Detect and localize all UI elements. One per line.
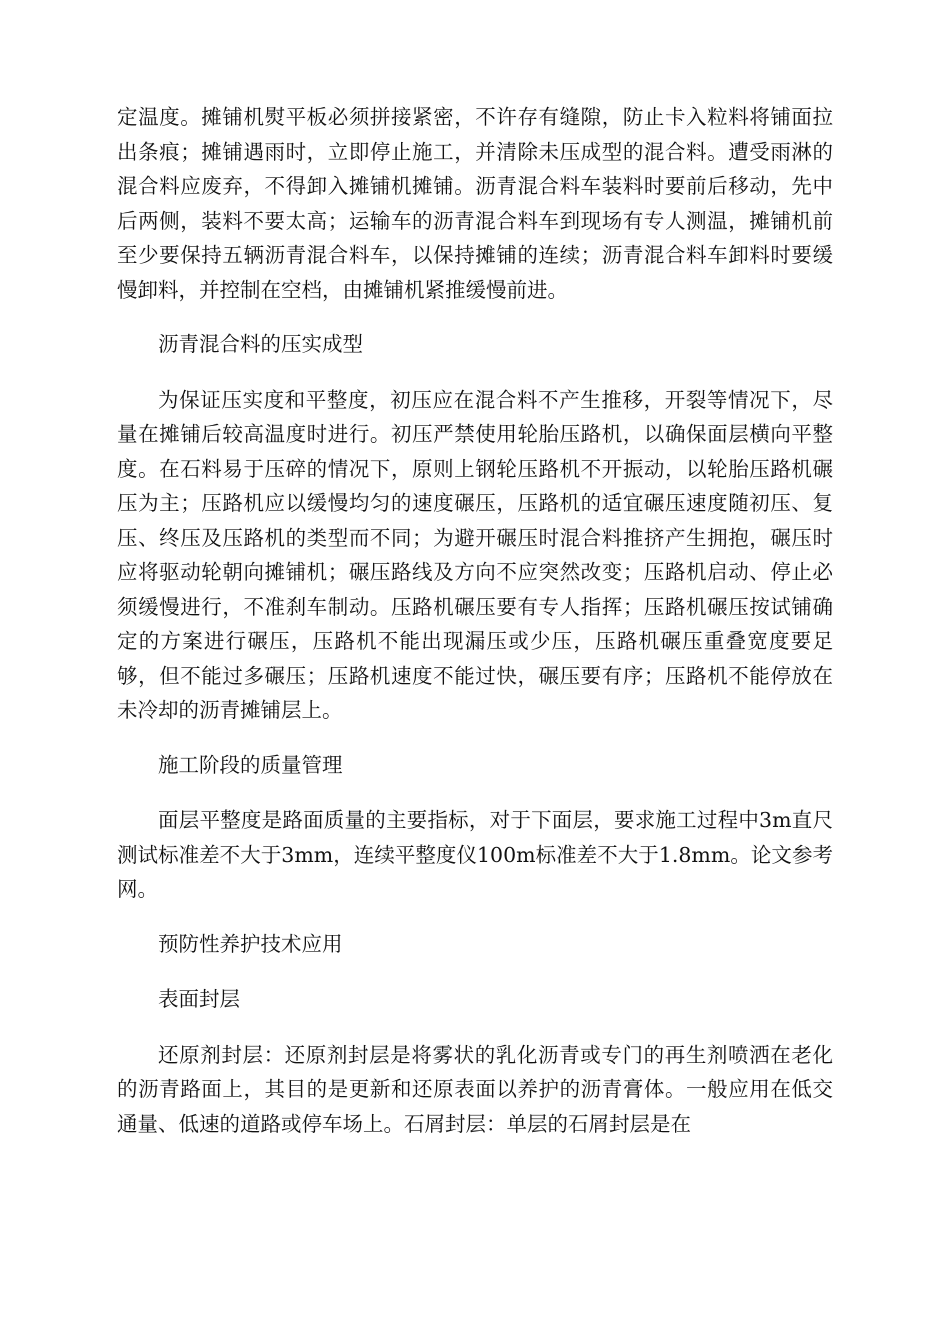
paragraph-paving-continuation: 定温度。摊铺机熨平板必须拼接紧密，不许存有缝隙，防止卡入粒料将铺面拉出条痕；摊铺遇雨时，立即停止施工，并清除未压成型的混合料。遭受雨淋的混合料应废弃，不得卸入摊铺机摊铺。沥青混合料车装料时要前后移动，先中后两侧，装料不要太高；运输车的沥青混合料车到现场有专人测温，摊铺机前至少要保持五辆沥青混合料车，以保持摊铺的连续；沥青混合料车卸料时要缓慢卸料，并控制在空档，由摊铺机紧推缓慢前进。 [117,105,833,302]
paragraph-compaction: 为保证压实度和平整度，初压应在混合料不产生推移，开裂等情况下，尽量在摊铺后较高温度时进行。初压严禁使用轮胎压路机，以确保面层横向平整度。在石料易于压碎的情况下，原则上钢轮压路机不开振动，以轮胎压路机碾压为主；压路机应以缓慢均匀的速度碾压，压路机的适宜碾压速度随初压、复压、终压及压路机的类型而不同；为避开碾压时混合料推挤产生拥抱，碾压时应将驱动轮朝向摊铺机；碾压路线及方向不应突然改变；压路机启动、停止必须缓慢进行，不准刹车制动。压路机碾压要有专人指挥；压路机碾压按试铺确定的方案进行碾压，压路机不能出现漏压或少压，压路机碾压重叠宽度要足够，但不能过多碾压；压路机速度不能过快，碾压要有序；压路机不能停放在未冷却的沥青摊铺层上。 [117,387,833,722]
document-body [117,100,833,1161]
heading-preventive-maintenance: 预防性养护技术应用 [158,931,343,956]
heading-surface-seal: 表面封层 [158,987,240,1011]
heading-quality-management: 施工阶段的质量管理 [158,752,343,777]
heading-compaction: 沥青混合料的压实成型 [158,332,363,356]
paragraph-surface-seal: 还原剂封层：还原剂封层是将雾状的乳化沥青或专门的再生剂喷洒在老化的沥青路面上，其目的是更新和还原表面以养护的沥青膏体。一般应用在低交通量、低速的道路或停车场上。石屑封层：单层的石屑封层是在 [117,1042,833,1136]
paragraph-quality-management: 面层平整度是路面质量的主要指标，对于下面层，要求施工过程中3m直尺测试标准差不大于3mm，连续平整度仪100m标准差不大于1.8mm。论文参考网。 [117,808,833,901]
